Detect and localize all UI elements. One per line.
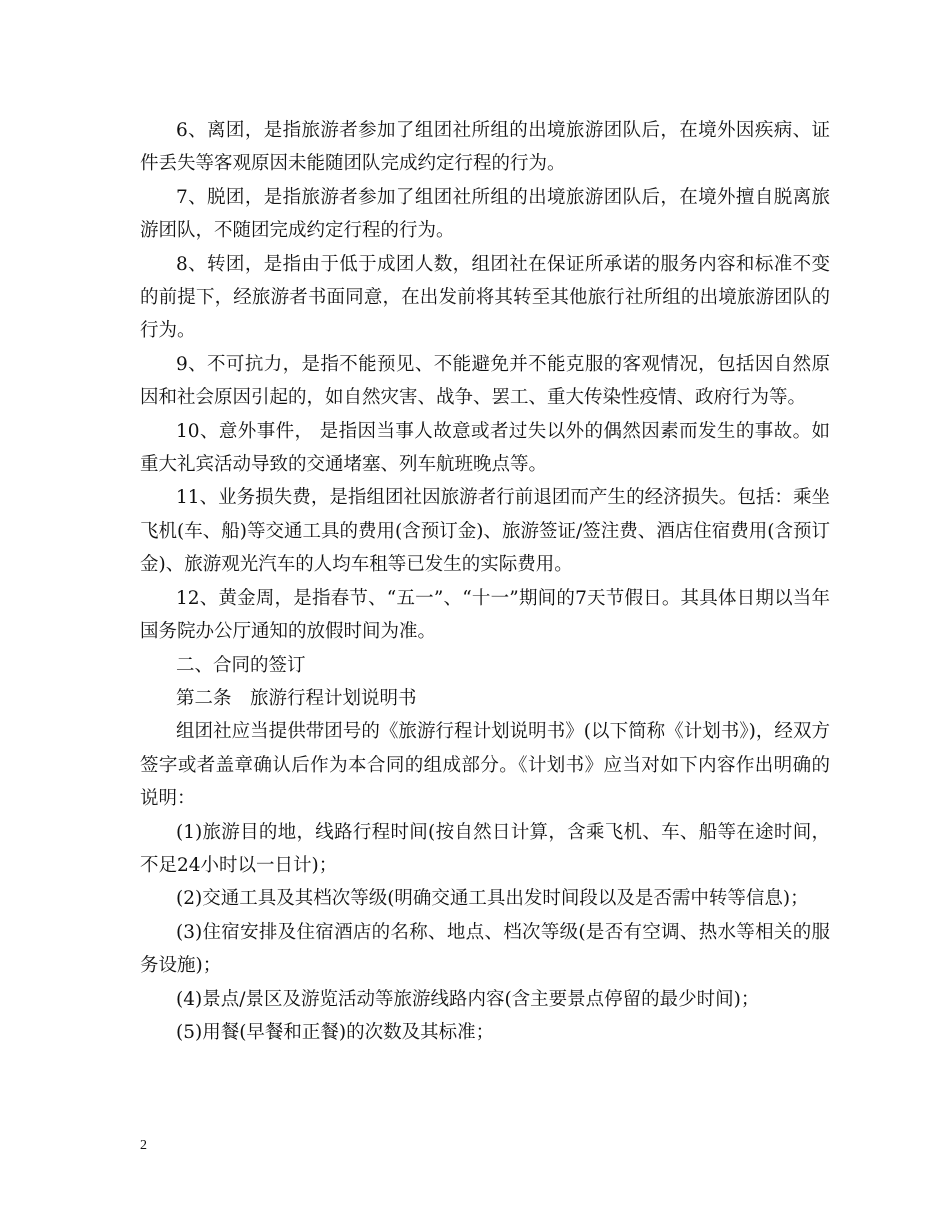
- document-body: [140, 114, 830, 1049]
- page-number: 2: [140, 1138, 147, 1153]
- paragraph: 8、转团，是指由于低于成团人数，组团社在保证所承诺的服务内容和标准不变的前提下，经旅游者书面同意，在出发前将其转至其他旅行社所组的出境旅游团队的行为。: [140, 253, 830, 342]
- list-item: (1)旅游目的地，线路行程时间(按自然日计算，含乘飞机、车、船等在途时间，不足24小时以一日计)；: [140, 821, 830, 876]
- list-item: (4)景点/景区及游览活动等旅游线路内容(含主要景点停留的最少时间)；: [176, 988, 760, 1010]
- paragraph: 12、黄金周，是指春节、“五一”、“十一”期间的7天节假日。其具体日期以当年国务院办公厅通知的放假时间为准。: [140, 587, 830, 643]
- list-item: (3)住宿安排及住宿酒店的名称、地点、档次等级(是否有空调、热水等相关的服务设施)；: [140, 921, 830, 977]
- paragraph: 组团社应当提供带团号的《旅游行程计划说明书》(以下简称《计划书》)，经双方签字或者盖章确认后作为本合同的组成部分。《计划书》应当对如下内容作出明确的说明：: [140, 721, 830, 810]
- section-heading: 二、合同的签订: [176, 654, 306, 676]
- paragraph: 11、业务损失费，是指组团社因旅游者行前退团而产生的经济损失。包括：乘坐飞机(车、船)等交通工具的费用(含预订金)、旅游签证/签注费、酒店住宿费用(含预订金)、旅游观光汽车的人均车租等已发生的实际费用。: [140, 487, 830, 576]
- paragraph: 7、脱团，是指旅游者参加了组团社所组的出境旅游团队后，在境外擅自脱离旅游团队，不随团完成约定行程的行为。: [140, 186, 830, 242]
- paragraph: 9、不可抗力，是指不能预见、不能避免并不能克服的客观情况，包括因自然原因和社会原因引起的，如自然灾害、战争、罢工、重大传染性疫情、政府行为等。: [140, 353, 830, 409]
- list-item: (5)用餐(早餐和正餐)的次数及其标准；: [176, 1021, 495, 1043]
- article-heading: 第二条 旅游行程计划说明书: [176, 687, 417, 709]
- paragraph: 6、离团，是指旅游者参加了组团社所组的出境旅游团队后，在境外因疾病、证件丢失等客观原因未能随团队完成约定行程的行为。: [140, 120, 830, 175]
- paragraph: 10、意外事件， 是指因当事人故意或者过失以外的偶然因素而发生的事故。如重大礼宾活动导致的交通堵塞、列车航班晚点等。: [140, 420, 830, 476]
- list-item: (2)交通工具及其档次等级(明确交通工具出发时间段以及是否需中转等信息)；: [176, 888, 809, 910]
